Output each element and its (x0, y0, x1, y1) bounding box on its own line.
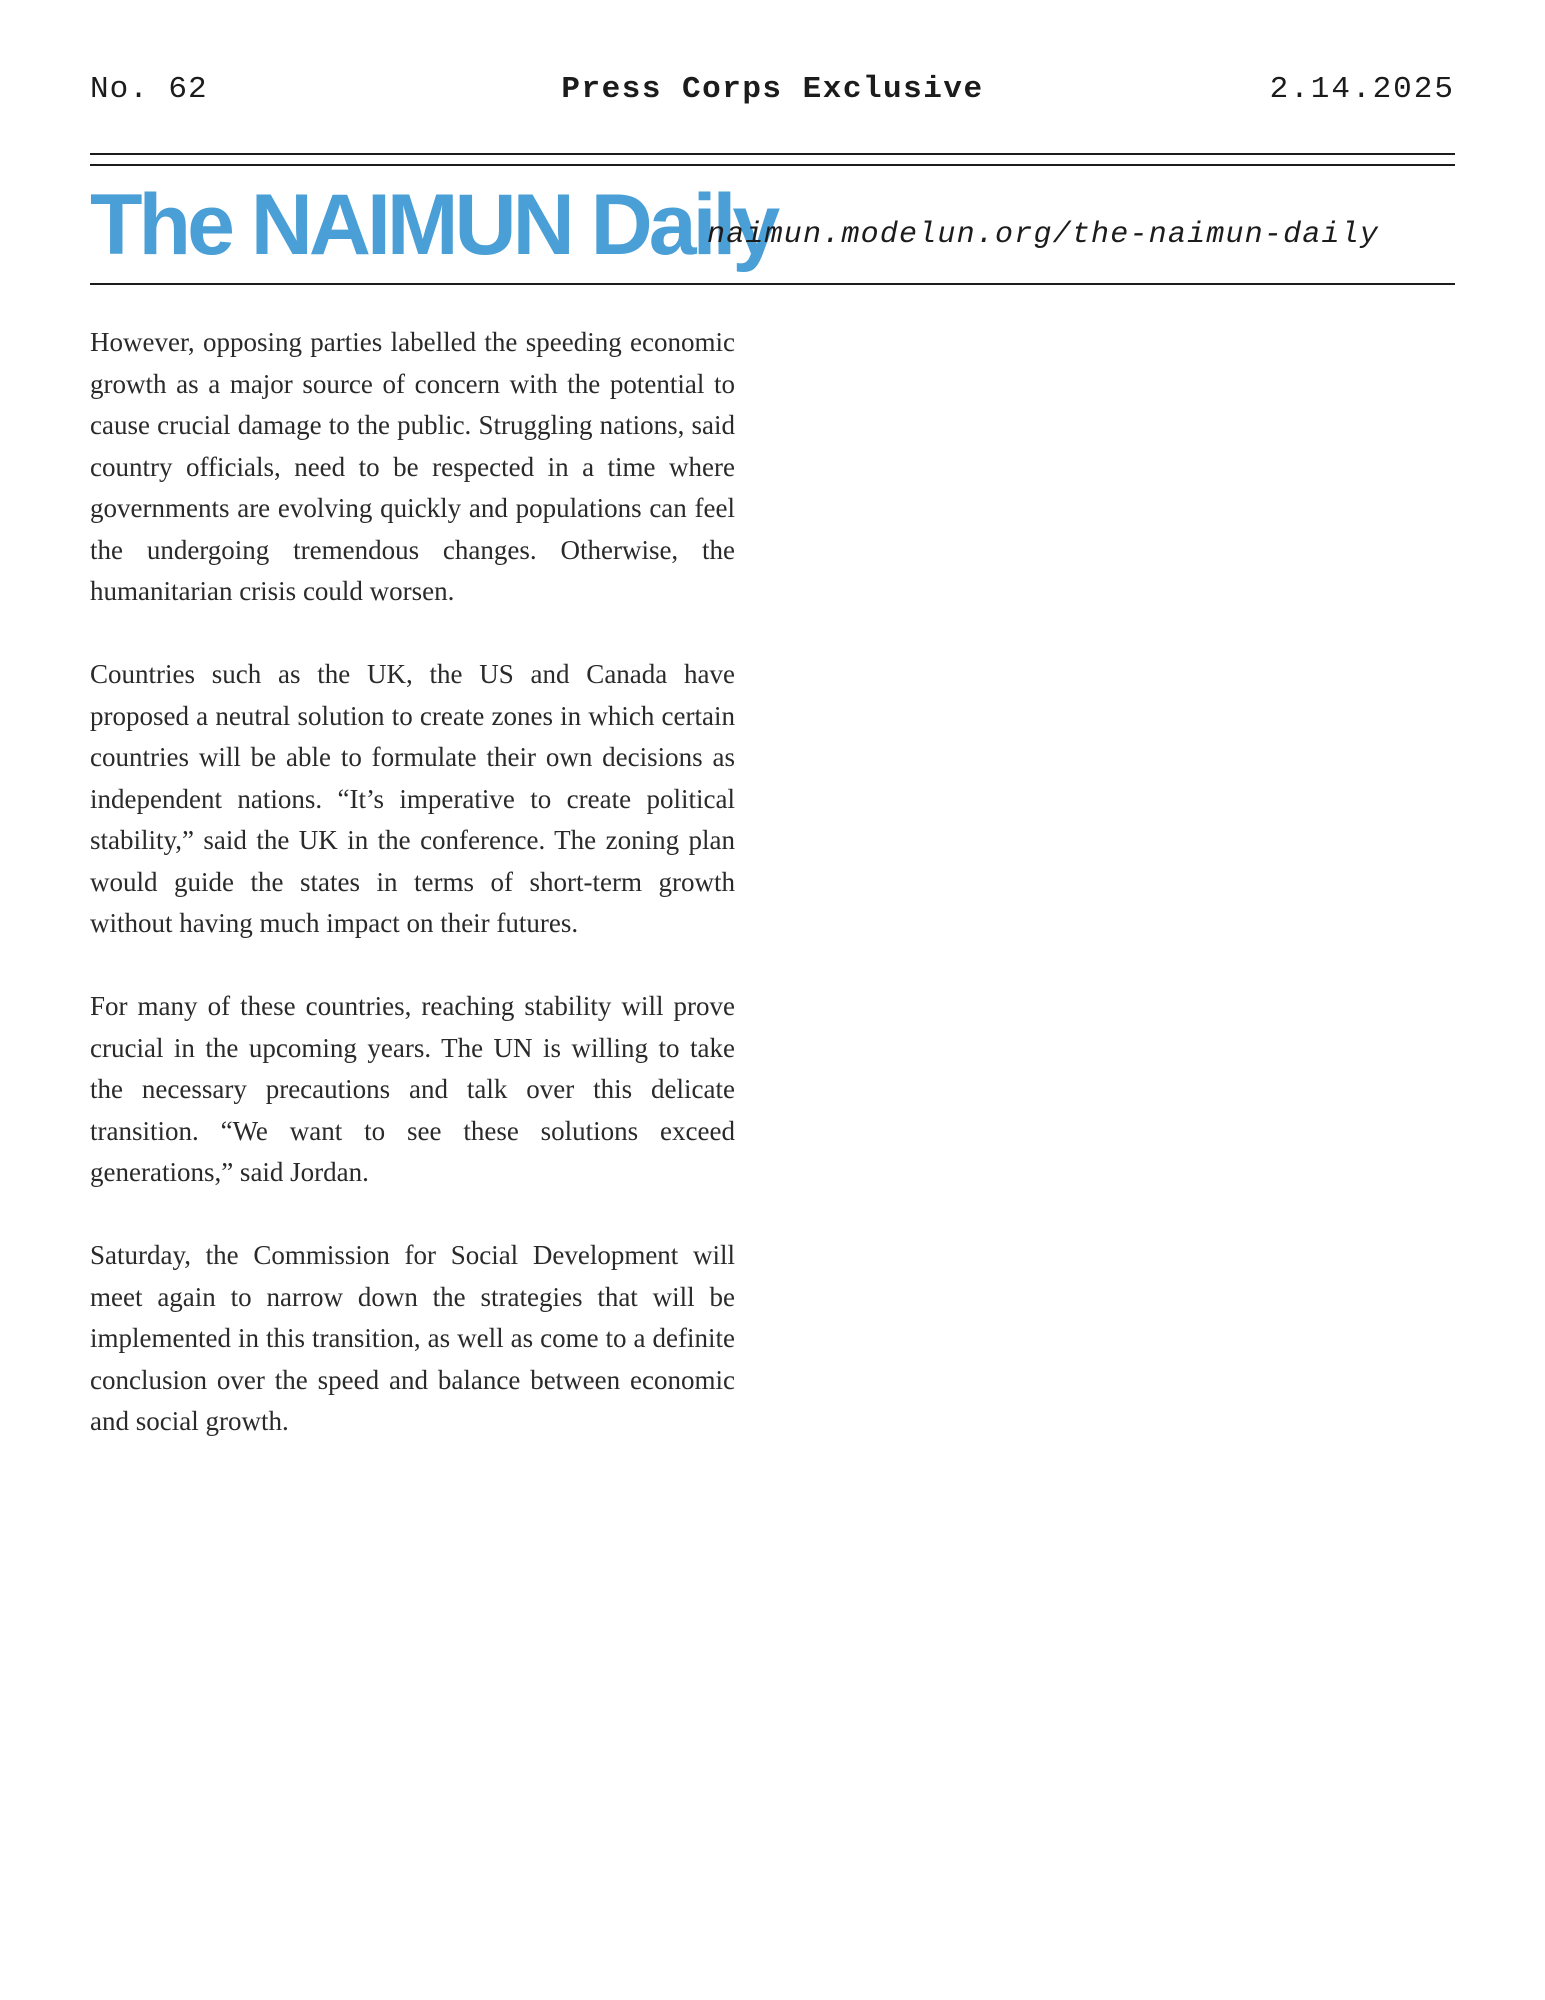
masthead (90, 170, 1455, 280)
top-divider (90, 153, 1455, 155)
masthead-divider (90, 283, 1455, 285)
article-paragraph: However, opposing parties labelled the speeding economic growth as a major source of concern with the potential to cause crucial damage to the public. Struggling nations, said country officials, need to be respected in a time where governments are evolving quickly and populations can feel the undergoing tremendous changes. Otherwise, the humanitarian crisis could worsen. (90, 327, 735, 606)
section-title: Press Corps Exclusive (561, 72, 984, 107)
top-bar (90, 72, 1455, 112)
masthead-title: The NAIMUN Daily (90, 177, 777, 273)
issue-date: 2.14.2025 (1269, 72, 1455, 107)
issue-number: No. 62 (90, 72, 208, 107)
top-divider-secondary (90, 164, 1455, 166)
article-paragraph: Countries such as the UK, the US and Canada have proposed a neutral solution to create zones in which certain countries will be able to formulate their own decisions as independent nations. “It’s imperative to create political stability,” said the UK in the conference. The zoning plan would guide the states in terms of short-term growth without having much impact on their futures. (90, 659, 735, 938)
masthead-url[interactable]: naimun.modelun.org/the-naimun-daily (707, 218, 1380, 252)
article-column (90, 322, 735, 1484)
article-paragraph: Saturday, the Commission for Social Development will meet again to narrow down the strategies that will be implemented in this transition, as well as come to a definite conclusion over the speed and balance between economic and social growth. (90, 1240, 735, 1436)
article-paragraph: For many of these countries, reaching stability will prove crucial in the upcoming years. The UN is willing to take the necessary precautions and talk over this delicate transition. “We want to see these solutions exceed generations,” said Jordan. (90, 991, 735, 1187)
